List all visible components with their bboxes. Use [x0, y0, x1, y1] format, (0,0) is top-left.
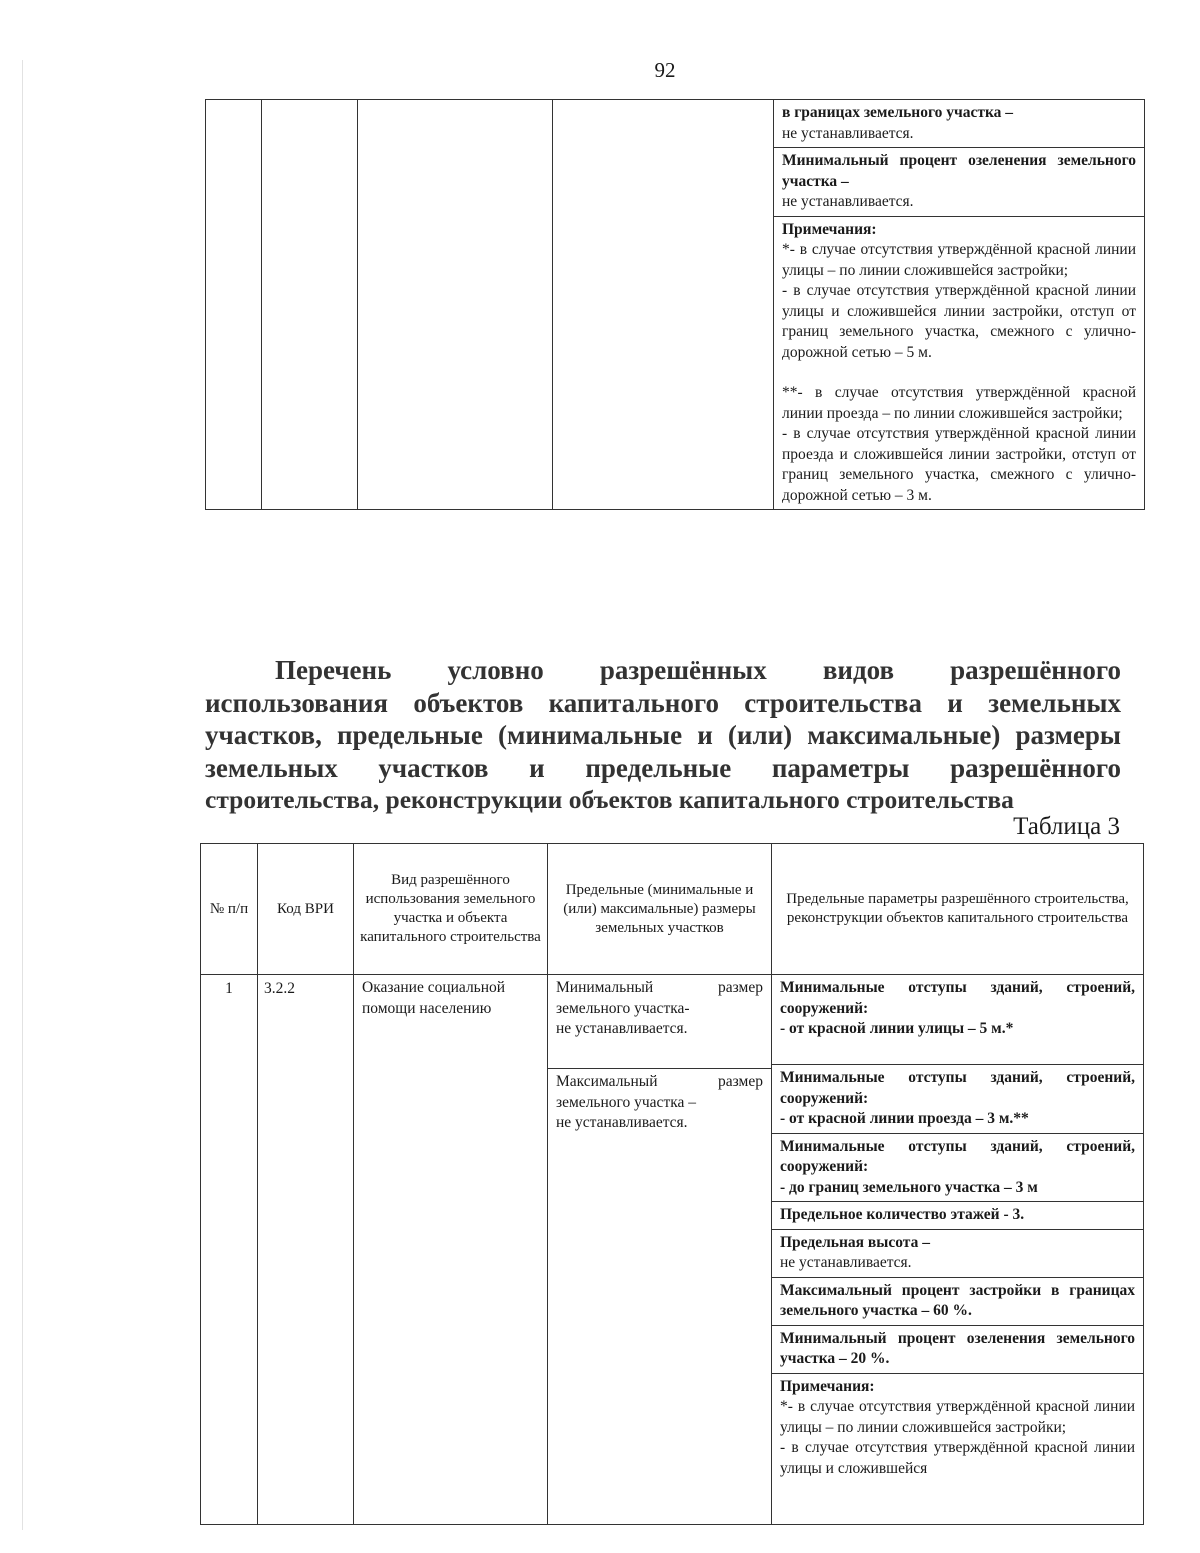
scan-edge-line [22, 60, 23, 1530]
param-line: Минимальные отступы зданий, строений, сооружений: [780, 1069, 1135, 1107]
header-num: № п/п [201, 844, 258, 975]
param-block [772, 1202, 1143, 1230]
empty-cell [358, 100, 553, 510]
section-heading [205, 654, 1121, 817]
size-block [548, 1069, 771, 1137]
notes-block [774, 217, 1144, 510]
size-title: Минимальный размер земельного участка- [556, 979, 763, 1017]
param-block [772, 1278, 1143, 1326]
param-line: Минимальные отступы зданий, строений, сооружений: [780, 1137, 1135, 1175]
param-line: в границах земельного участка – [782, 104, 1014, 121]
empty-cell [206, 100, 262, 510]
table-row [201, 975, 1144, 1525]
param-line: - от красной линии улицы – 5 м.* [780, 1020, 1014, 1037]
table-3 [200, 843, 1144, 1525]
table-caption: Таблица 3 [1013, 813, 1120, 840]
param-line: - до границ земельного участка – 3 м [780, 1178, 1038, 1196]
heading-line: использования объектов капитального строительства и земельных [205, 687, 1121, 718]
param-block [772, 1230, 1143, 1278]
note-text: **- в случае отсутствия утверждённой красной линии проезда – по линии сложившейся застройки; [782, 384, 1136, 422]
param-line: Минимальный процент озеленения земельного участка – [782, 152, 1136, 190]
note-text: *- в случае отсутствия утверждённой красной линии улицы – по линии сложившейся застройки; [782, 241, 1136, 279]
param-block [772, 1134, 1143, 1203]
notes-block [772, 1374, 1143, 1483]
notes-title: Примечания: [780, 1377, 875, 1395]
header-params: Предельные параметры разрешённого строительства, реконструкции объектов капитального строительства [772, 844, 1144, 975]
heading-line: строительства, реконструкции объектов капитального строительства [205, 785, 1014, 814]
param-line: Максимальный процент застройки в границах земельного участка – 60 %. [780, 1281, 1135, 1319]
param-block [772, 1326, 1143, 1374]
row-num: 1 [201, 975, 258, 1525]
header-code: Код ВРИ [258, 844, 354, 975]
param-line: Предельная высота – [780, 1233, 930, 1251]
table-row [206, 100, 1145, 510]
params-cell [774, 100, 1145, 510]
param-block [774, 148, 1144, 217]
param-block [772, 1065, 1143, 1134]
size-value: не устанавливается. [556, 1114, 688, 1131]
param-block [772, 975, 1143, 1065]
size-value: не устанавливается. [556, 1020, 688, 1037]
note-text: - в случае отсутствия утверждённой красной линии улицы и сложившейся [780, 1439, 1135, 1477]
size-block [548, 975, 771, 1069]
size-title: Максимальный размер земельного участка – [556, 1073, 763, 1111]
param-line: Предельное количество этажей - 3. [780, 1206, 1025, 1223]
header-sizes: Предельные (минимальные и (или) максимальные) размеры земельных участков [548, 844, 772, 975]
page-number: 92 [654, 58, 676, 82]
empty-cell [262, 100, 358, 510]
table-header-row [201, 844, 1144, 975]
notes-title: Примечания: [782, 220, 877, 238]
note-text: - в случае отсутствия утверждённой красной линии улицы и сложившейся линии застройки, отступ от границ земельного участка, смежного с улично-дорожной сетью – 5 м. [782, 282, 1136, 361]
note-spacer [782, 363, 1136, 383]
row-code: 3.2.2 [258, 975, 354, 1525]
empty-cell [553, 100, 774, 510]
note-text: *- в случае отсутствия утверждённой красной линии улицы – по линии сложившейся застройки; [780, 1398, 1135, 1436]
heading-line: Перечень условно разрешённых видов разрешённого [275, 655, 1121, 685]
param-line: Минимальный процент озеленения земельного участка – 20 %. [780, 1329, 1135, 1367]
header-kind: Вид разрешённого использования земельного участка и объекта капитального строительства [354, 844, 548, 975]
param-line: не устанавливается. [782, 193, 914, 210]
param-line: Минимальные отступы зданий, строений, сооружений: [780, 979, 1135, 1017]
param-block [774, 100, 1144, 148]
heading-line: участков, предельные (минимальные и (или) максимальные) размеры [205, 720, 1121, 750]
param-line: не устанавливается. [780, 1254, 912, 1271]
note-text: - в случае отсутствия утверждённой красной линии проезда и сложившейся линии застройки, отступ от границ земельного участка, смежного с улично-дорожной сетью – 3 м. [782, 425, 1136, 504]
params-cell [772, 975, 1144, 1525]
param-line: не устанавливается. [782, 124, 914, 142]
heading-line: земельных участков и предельные параметры разрешённого [205, 752, 1121, 783]
sizes-cell [548, 975, 772, 1525]
param-line: - от красной линии проезда – 3 м.** [780, 1110, 1029, 1127]
continuation-table [205, 99, 1145, 510]
row-kind: Оказание социальной помощи населению [354, 975, 548, 1525]
